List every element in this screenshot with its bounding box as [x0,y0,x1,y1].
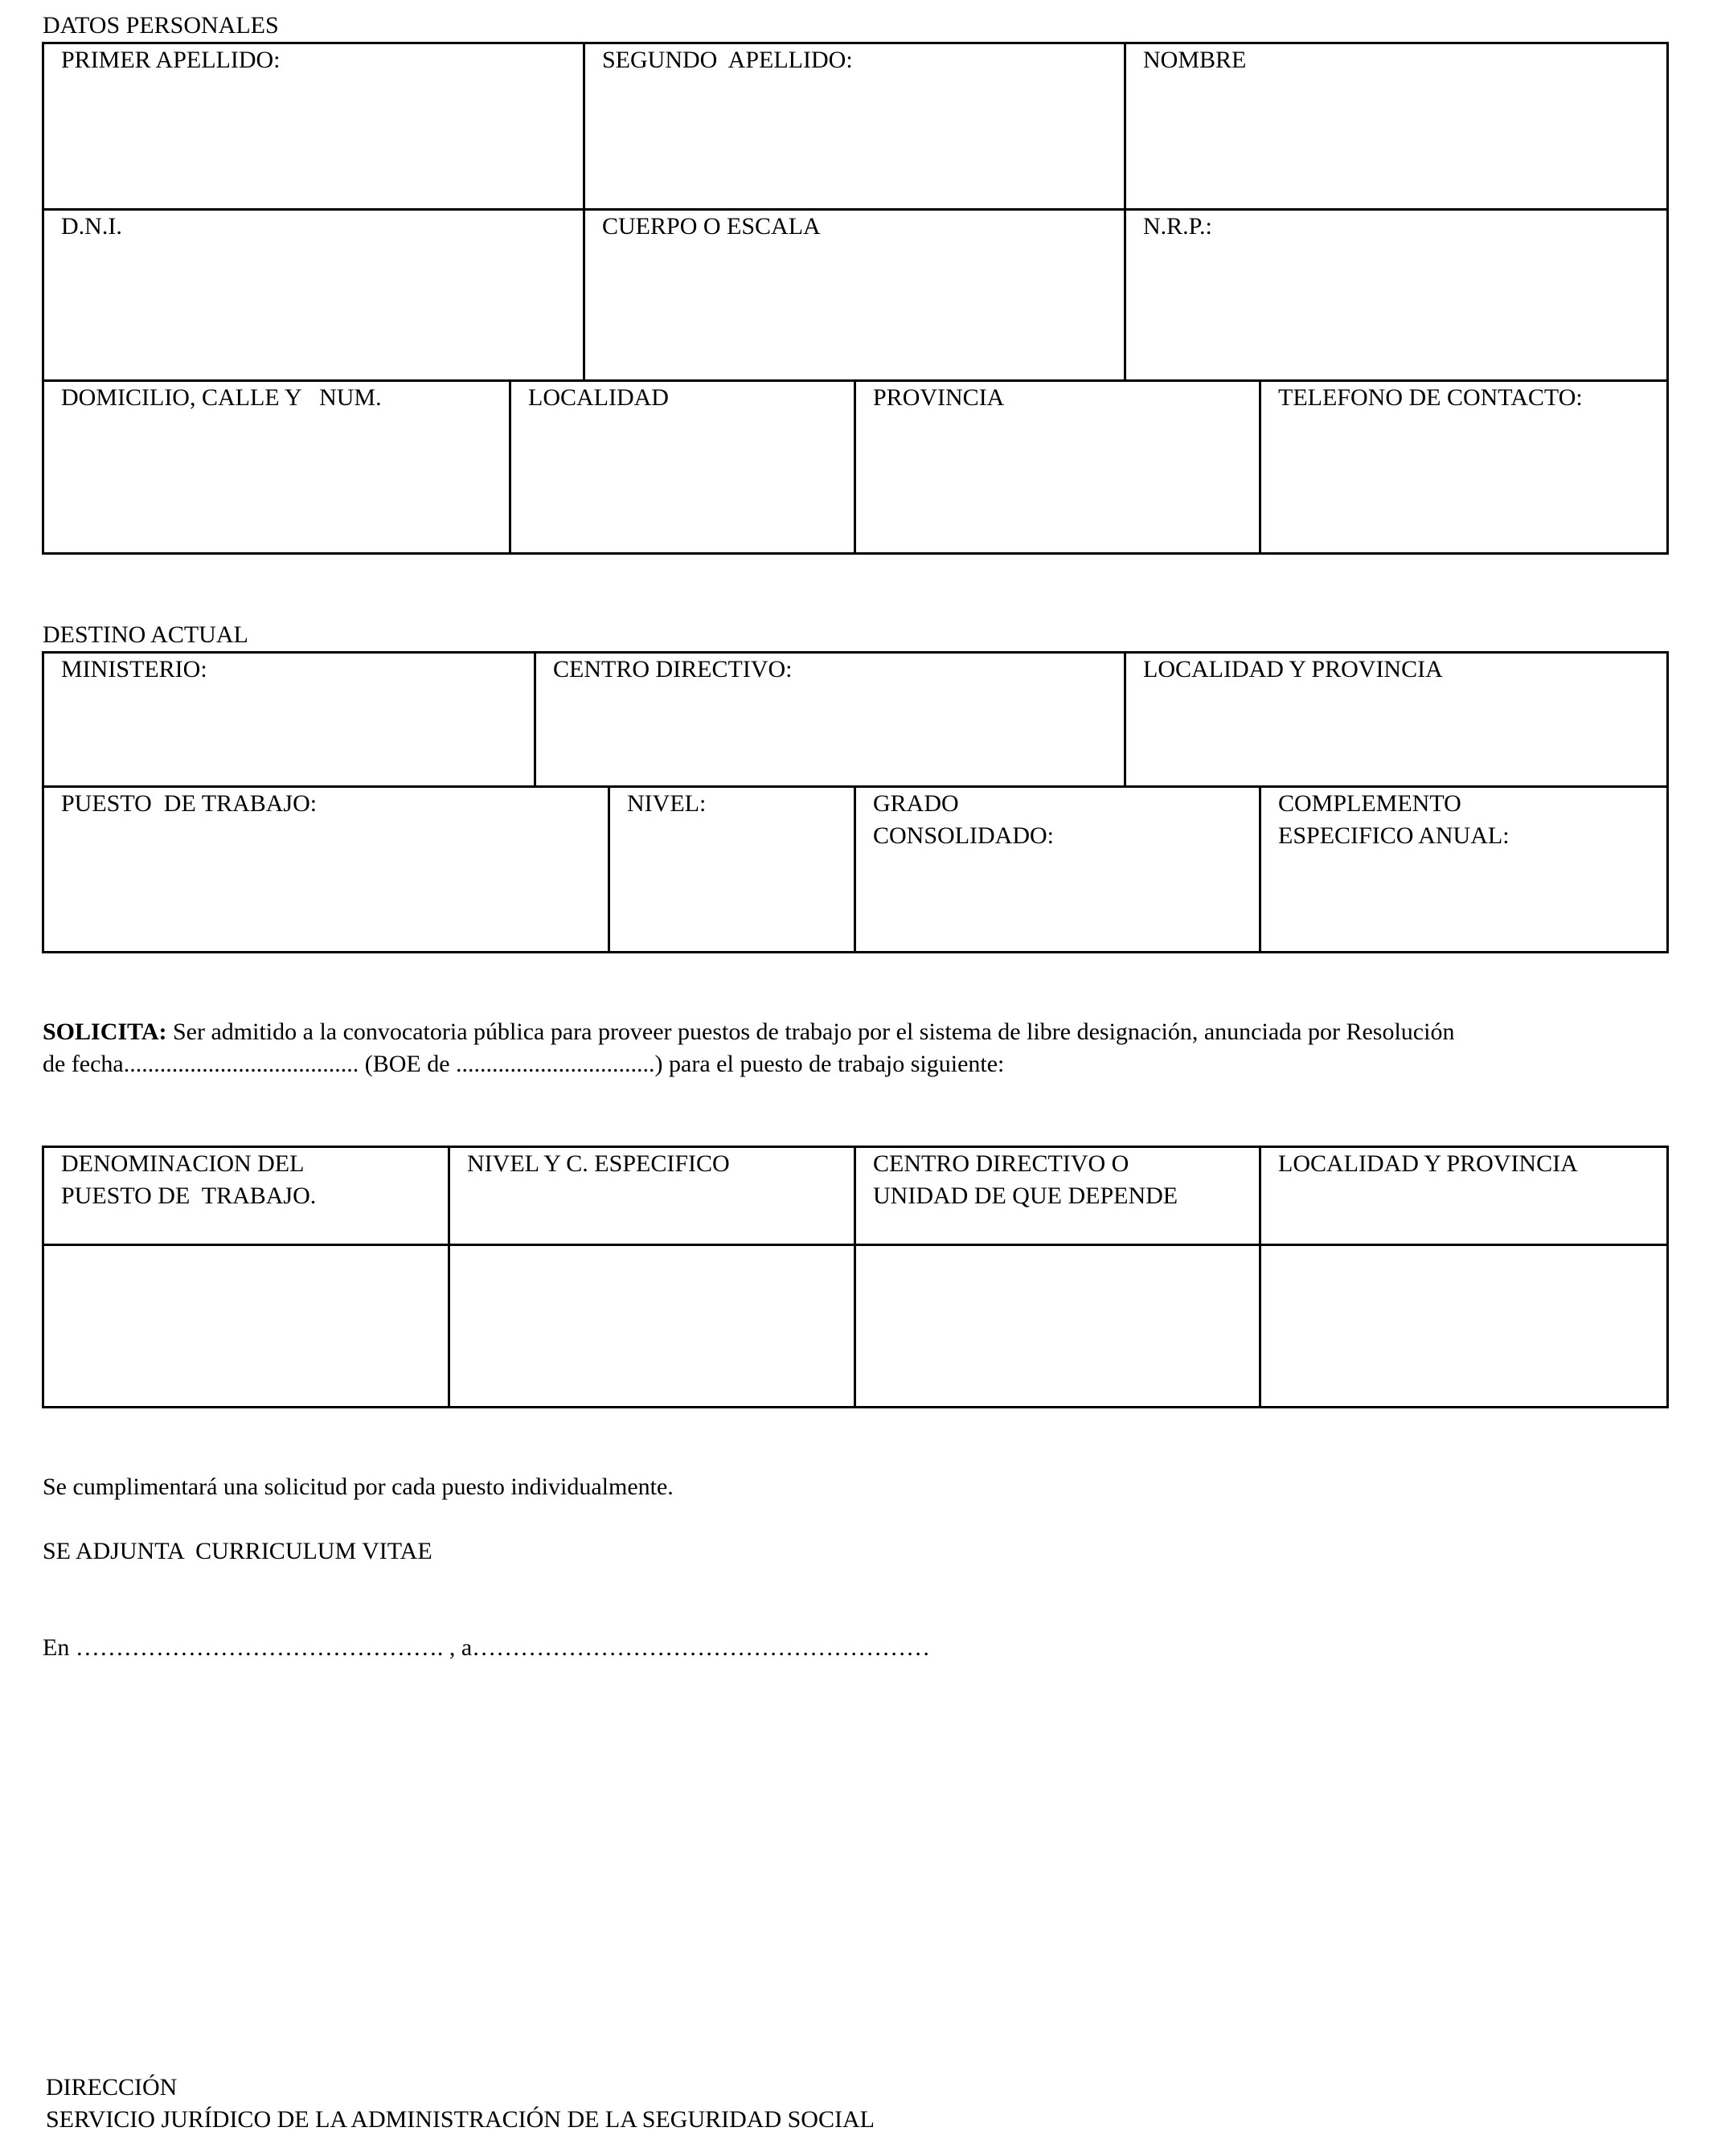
field-puesto-trabajo[interactable]: PUESTO DE TRABAJO: [61,790,318,817]
solicita-line-1 [43,1016,1674,1048]
field-dni[interactable]: D.N.I. [61,213,122,240]
footer-servicio-juridico: SERVICIO JURÍDICO DE LA ADMINISTRACIÓN DE LA SEGURIDAD SOCIAL [46,2106,875,2133]
footer-direccion: DIRECCIÓN [46,2074,178,2101]
header-nivel-especifico: NIVEL Y C. ESPECIFICO [467,1150,730,1177]
solicita-lead: SOLICITA: [43,1019,167,1045]
table-col-divider [1259,785,1261,953]
field-complemento-especifico[interactable]: COMPLEMENTO ESPECIFICO ANUAL: [1278,790,1510,849]
note-one-per-post: Se cumplimentará una solicitud por cada puesto individualmente. [43,1474,674,1500]
section-title-personal: DATOS PERSONALES [43,12,279,39]
table-border-right [1666,651,1669,953]
table-border-top [42,42,1669,44]
field-centro-directivo[interactable]: CENTRO DIRECTIVO: [553,656,793,682]
table-border-left [42,42,44,555]
field-localidad[interactable]: LOCALIDAD [528,384,669,411]
table-col-divider [1259,1146,1261,1408]
field-cuerpo-escala[interactable]: CUERPO O ESCALA [602,213,821,240]
input-denominacion[interactable] [46,1248,445,1404]
table-col-divider [534,651,536,788]
input-centro-directivo[interactable] [858,1248,1256,1404]
table-col-divider [608,785,610,953]
solicita-text-1: Ser admitido a la convocatoria pública para proveer puestos de trabajo por el sistema de libre designación, anunciada por Resolución [166,1019,1455,1045]
header-denominacion: DENOMINACION DEL PUESTO DE TRABAJO. [61,1150,317,1209]
field-telefono[interactable]: TELEFONO DE CONTACTO: [1278,384,1583,411]
input-localidad-provincia[interactable] [1263,1248,1664,1404]
solicita-line-2: de fecha....................................... (BOE de .................................) para el puesto de trabajo siguiente: [43,1051,1005,1077]
field-provincia[interactable]: PROVINCIA [873,384,1005,411]
header-centro-directivo: CENTRO DIRECTIVO O UNIDAD DE QUE DEPENDE [873,1150,1178,1209]
field-nombre[interactable]: NOMBRE [1143,47,1247,73]
field-grado-consolidado[interactable]: GRADO CONSOLIDADO: [873,790,1054,849]
table-col-divider [854,785,856,953]
field-nrp[interactable]: N.R.P.: [1143,213,1212,240]
field-ministerio[interactable]: MINISTERIO: [61,656,207,682]
field-domicilio[interactable]: DOMICILIO, CALLE Y NUM. [61,384,382,411]
table-col-divider [854,1146,856,1408]
field-primer-apellido[interactable]: PRIMER APELLIDO: [61,47,281,73]
field-segundo-apellido[interactable]: SEGUNDO APELLIDO: [602,47,853,73]
table-col-divider [509,379,511,555]
table-col-divider [448,1146,450,1408]
header-localidad-provincia: LOCALIDAD Y PROVINCIA [1278,1150,1578,1177]
field-localidad-provincia[interactable]: LOCALIDAD Y PROVINCIA [1143,656,1443,682]
section-title-destino: DESTINO ACTUAL [43,621,248,648]
table-col-divider [583,42,585,382]
table-border-left [42,1146,44,1408]
place-date-line[interactable]: En ………………………………………. , a………………………………………………… [43,1634,931,1661]
table-col-divider [1124,42,1126,382]
table-border-right [1666,1146,1669,1408]
note-attach-cv: SE ADJUNTA CURRICULUM VITAE [43,1538,432,1564]
table-col-divider [1259,379,1261,555]
table-row-divider [42,208,1669,211]
input-nivel-especifico[interactable] [452,1248,851,1404]
table-col-divider [854,379,856,555]
table-border-right [1666,42,1669,555]
table-col-divider [1124,651,1126,788]
field-nivel[interactable]: NIVEL: [627,790,707,817]
table-border-left [42,651,44,953]
